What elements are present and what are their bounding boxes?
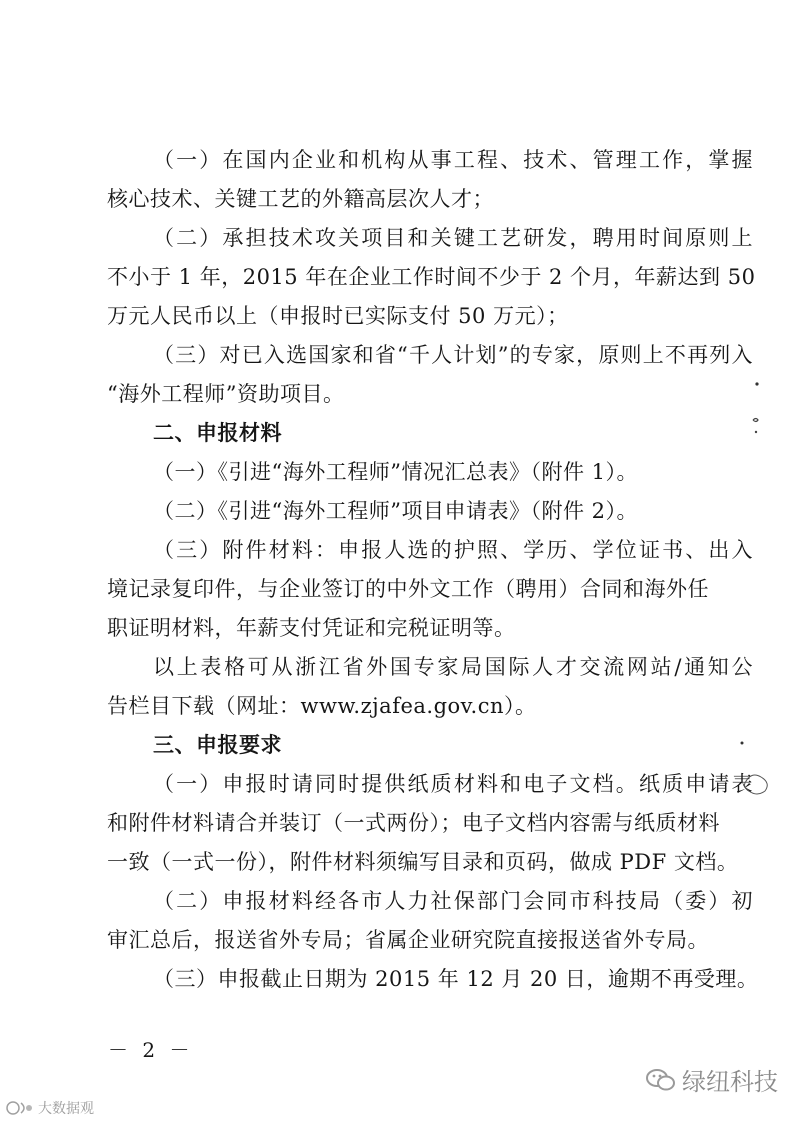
page-number: － 2 － [108,1038,194,1062]
text-line: 核心技术、关键工艺的外籍高层次人才； [107,187,494,211]
text-line: （三）附件材料：申报人选的护照、学历、学位证书、出入 [153,538,753,562]
text-line: 审汇总后，报送省外专局；省属企业研究院直接报送省外专局。 [107,928,709,952]
text-line: 职证明材料，年薪支付凭证和完税证明等。 [107,616,516,640]
text-line: （三）对已入选国家和省“千人计划”的专家，原则上不再列入 [153,343,753,367]
corner-watermark-text: 大数据观 [38,1101,94,1117]
text-line: （二）《引进“海外工程师”项目申请表》（附件 2）。 [153,499,639,523]
wechat-icon [646,1068,676,1092]
text-line: （三）申报截止日期为 2015 年 12 月 20 日，逾期不再受理。 [153,967,759,991]
text-line: （二）申报材料经各市人力社保部门会同市科技局（委）初 [153,889,753,913]
text-line: 以上表格可从浙江省外国专家局国际人才交流网站/通知公 [153,655,753,679]
wechat-watermark [646,1062,778,1097]
section-heading: 三、申报要求 [153,733,282,757]
text-line: （一）在国内企业和机构从事工程、技术、管理工作，掌握 [153,148,753,172]
text-line: 和附件材料请合并装订（一式两份）；电子文档内容需与纸质材料 [107,811,720,835]
corner-watermark [6,1098,94,1118]
corner-logo-icon [6,1100,34,1116]
text-line: 告栏目下载（网址：www.zjafea.gov.cn）。 [107,694,537,718]
text-line: （一）申报时请同时提供纸质材料和电子文档。纸质申请表 [153,772,753,796]
text-line: 万元人民币以上（申报时已实际支付 50 万元）； [107,304,569,328]
text-line: 境记录复印件，与企业签订的中外文工作（聘用）合同和海外任 [107,577,709,601]
text-line: “海外工程师”资助项目。 [107,382,345,406]
text-line: 一致（一式一份），附件材料须编写目录和页码，做成 PDF 文档。 [107,850,739,874]
section-heading: 二、申报材料 [153,421,282,445]
scan-speck [735,380,765,440]
wechat-account-name: 绿纽科技 [682,1068,778,1096]
scan-speck [735,738,780,803]
text-line: （一）《引进“海外工程师”情况汇总表》（附件 1）。 [153,460,639,484]
text-line: 不小于 1 年，2015 年在企业工作时间不少于 2 个月，年薪达到 50 [107,265,756,289]
text-line: （二）承担技术攻关项目和关键工艺研发，聘用时间原则上 [153,226,753,250]
